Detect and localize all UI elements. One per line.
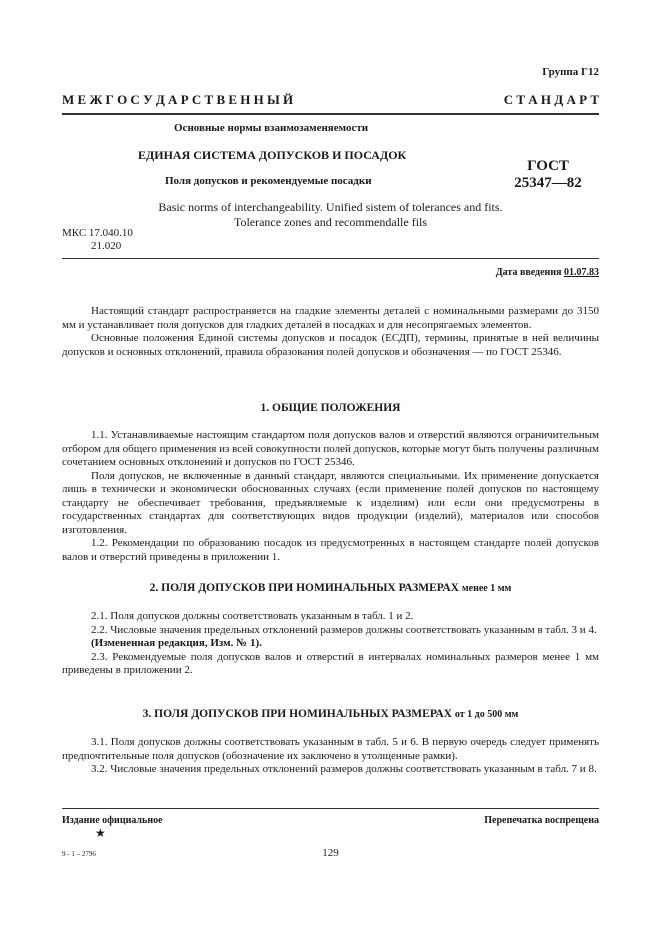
english-title-line-1: Basic norms of interchangeability. Unified sistem of tolerances and fits. [158, 200, 503, 214]
norms-subtitle: Основные нормы взаимозаменяемости [174, 122, 369, 134]
intro-paragraph: Настоящий стандарт распространяется на гладкие элементы деталей с номинальными размерами до 3150 мм и устанавливает поля допусков для гладких деталей в посадках и для несопрягаемых элементов. [62, 305, 599, 331]
official-edition-label: Издание официальное [62, 815, 163, 826]
section-2-heading-range: менее 1 мм [461, 583, 512, 594]
section-2-paragraph: 2.3. Рекомендуемые поля допусков валов и отверстий в интервалах номинальных размеров менее 1 мм приведены в приложении 2. [62, 650, 599, 676]
section-1-text [62, 429, 599, 564]
section-3-heading [62, 708, 599, 720]
title-divider [62, 258, 599, 259]
amendment-note: (Измененная редакция, Изм. № 1). [91, 637, 262, 649]
section-2-heading [62, 582, 599, 594]
section-1-paragraph: 1.2. Рекомендации по образованию посадок из предусмотренных в настоящем стандарте полей допусков валов и отверстий приведены в приложении 1. [62, 537, 599, 563]
section-3-heading-range: от 1 до 500 мм [454, 709, 519, 720]
footer-divider [62, 808, 599, 809]
section-2-paragraph: 2.1. Поля допусков должны соответствовать указанным в табл. 1 и 2. [91, 610, 414, 622]
english-title [62, 200, 599, 230]
gost-number: 25347—82 [514, 175, 582, 191]
intro-paragraph: Основные положения Единой системы допусков и посадок (ЕСДП), термины, принятые в ней величины допусков и основных отклонений, правила образования полей допусков и обозначения — по ГОСТ 25346. [62, 332, 599, 358]
section-2-heading-main: 2. ПОЛЯ ДОПУСКОВ ПРИ НОМИНАЛЬНЫХ РАЗМЕРАХ [149, 582, 459, 594]
introduction-date [496, 267, 599, 278]
banner-standard: С Т А Н Д А Р Т [503, 92, 599, 107]
star-icon: ★ [95, 826, 106, 840]
zones-title: Поля допусков и рекомендуемые посадки [165, 175, 372, 187]
section-3-text [62, 736, 599, 777]
section-1-paragraph: Поля допусков, не включенные в данный стандарт, являются специальными. Их применение допускается лишь в технически и экономически обоснованных случаях (если применение полей допусков по настоящему стандарту не обеспечивает требования, предъявляемые к изделиям) или если они предусмотрены в государственных стандартах для соответствующих видов продукции (изделий), материалов или способов изготовления. [62, 469, 599, 536]
section-2-text [62, 610, 599, 678]
gost-designation [508, 158, 588, 192]
section-3-paragraph: 3.1. Поля допусков должны соответствовать указанным в табл. 5 и 6. В первую очередь следует применять предпочтительные поля допусков (обозначение их заключено в утолщенные рамки). [62, 736, 599, 762]
mks-code-1: МКС 17.040.10 [62, 227, 133, 239]
section-1-paragraph: 1.1. Устанавливаемые настоящим стандартом поля допусков валов и отверстий являются ограничительным отбором для общего применения из всей совокупности полей допусков, которые могут быть получены различным сочетанием основных отклонений и допусков по ГОСТ 25346. [62, 429, 599, 468]
print-code: 9 - 1 – 2796 [62, 850, 96, 858]
page-number: 129 [322, 847, 339, 859]
english-title-line-2: Tolerance zones and recommendalle fils [233, 215, 428, 229]
section-3-heading-main: 3. ПОЛЯ ДОПУСКОВ ПРИ НОМИНАЛЬНЫХ РАЗМЕРАХ [142, 708, 452, 720]
section-1-heading: 1. ОБЩИЕ ПОЛОЖЕНИЯ [260, 402, 401, 414]
section-3-paragraph: 3.2. Числовые значения предельных отклонений размеров должны соответствовать указанным в табл. 7 и 8. [91, 763, 597, 775]
reprint-notice: Перепечатка воспрещена [484, 815, 599, 826]
mks-codes [62, 227, 133, 253]
mks-code-2: 21.020 [91, 240, 122, 252]
group-label: Группа Г12 [542, 66, 599, 78]
system-title: ЕДИНАЯ СИСТЕМА ДОПУСКОВ И ПОСАДОК [138, 148, 407, 162]
section-2-paragraph: 2.2. Числовые значения предельных отклонений размеров должны соответствовать указанным в табл. 3 и 4. [91, 623, 597, 636]
introduction-date-label: Дата введения [495, 267, 562, 278]
introduction-date-value: 01.07.83 [564, 267, 599, 278]
gost-label: ГОСТ [527, 158, 569, 174]
banner-interstate: М Е Ж Г О С У Д А Р С Т В Е Н Н Ы Й [62, 92, 294, 107]
standard-banner [62, 92, 599, 108]
header-divider [62, 113, 599, 115]
intro-text [62, 305, 599, 359]
